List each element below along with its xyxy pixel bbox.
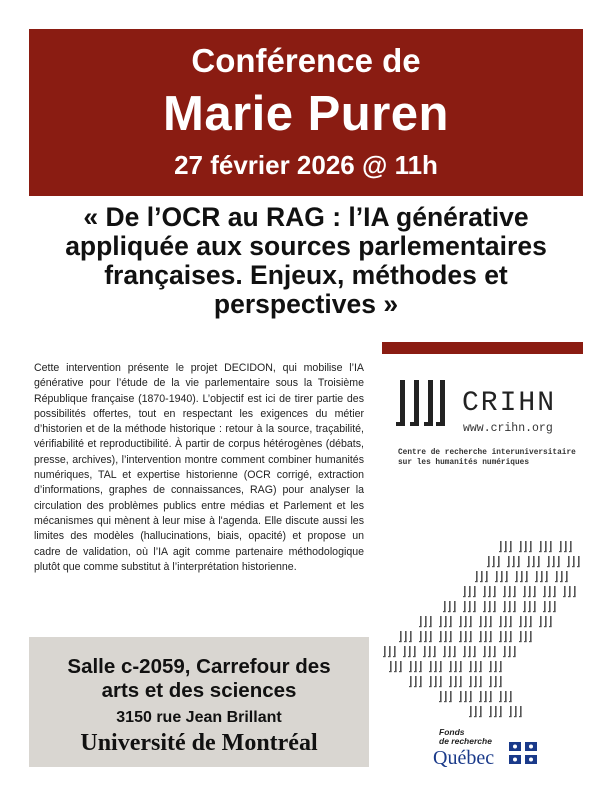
- event-date-time: 27 février 2026 @ 11h: [174, 150, 438, 180]
- frq-caption: [439, 728, 492, 746]
- decorative-bar-pattern: [380, 535, 585, 725]
- speaker-banner: [29, 29, 583, 196]
- crihn-desc-line-1: Centre de recherche interuniversitaire: [398, 449, 576, 457]
- crihn-url: www.crihn.org: [463, 422, 553, 435]
- accent-bar: [382, 342, 583, 354]
- venue-line-1: Salle c-2059, Carrefour des: [67, 655, 331, 678]
- venue-university: Université de Montréal: [80, 730, 318, 756]
- quebec-flag-icon: [509, 742, 537, 764]
- talk-title: « De l’OCR au RAG : l’IA générative appliquée aux sources parlementaires françaises. Enjeux, méthodes et perspectives »: [65, 202, 547, 319]
- frq-caption-line-2: de recherche: [439, 736, 492, 746]
- talk-abstract: Cette intervention présente le projet DECIDON, qui mobilise l’IA générative pour l’étude de la vie parlementaire sous la Troisième République française (1870-1940). L’objectif est ici de tirer partie des possibilités offertes, tout en respectant les exigences du métier d’historien et de la méthode historique : retour à la source, traçabilité, vérifiabilité et reproductibilité. À partir de corpus hétérogènes (débats, presse, archives), l’intervention montre comment combiner humanités numériques, TAL et expertise historienne (OCR corrigé, extraction d’informations, graphes de connaissances, RAG) pour analyser la circulation des problèmes publics entre médias et Parlement et les mécanismes qui mènent à leur mise à l'agenda. Elle discute aussi les limites des modèles (hallucinations, biais, opacité) et propose un cadre de validation, où l’IA agit comme partenaire méthodologique plutôt que comme substitut à l’interprétation historienne.: [34, 362, 364, 573]
- speaker-name: Marie Puren: [163, 87, 449, 141]
- crihn-description: [398, 448, 576, 468]
- banner-heading: Conférence de: [191, 42, 421, 79]
- crihn-bars-logo-icon: [396, 376, 446, 432]
- venue-box: [29, 637, 369, 767]
- frq-caption-line-1: Fonds: [439, 727, 465, 737]
- crihn-desc-line-2: sur les humanités numériques: [398, 459, 530, 467]
- venue-address: 3150 rue Jean Brillant: [116, 709, 282, 726]
- venue-room: [29, 655, 369, 703]
- venue-line-2: arts et des sciences: [101, 679, 297, 702]
- crihn-name: CRIHN: [462, 388, 557, 419]
- frq-quebec-wordmark: Québec: [433, 747, 495, 769]
